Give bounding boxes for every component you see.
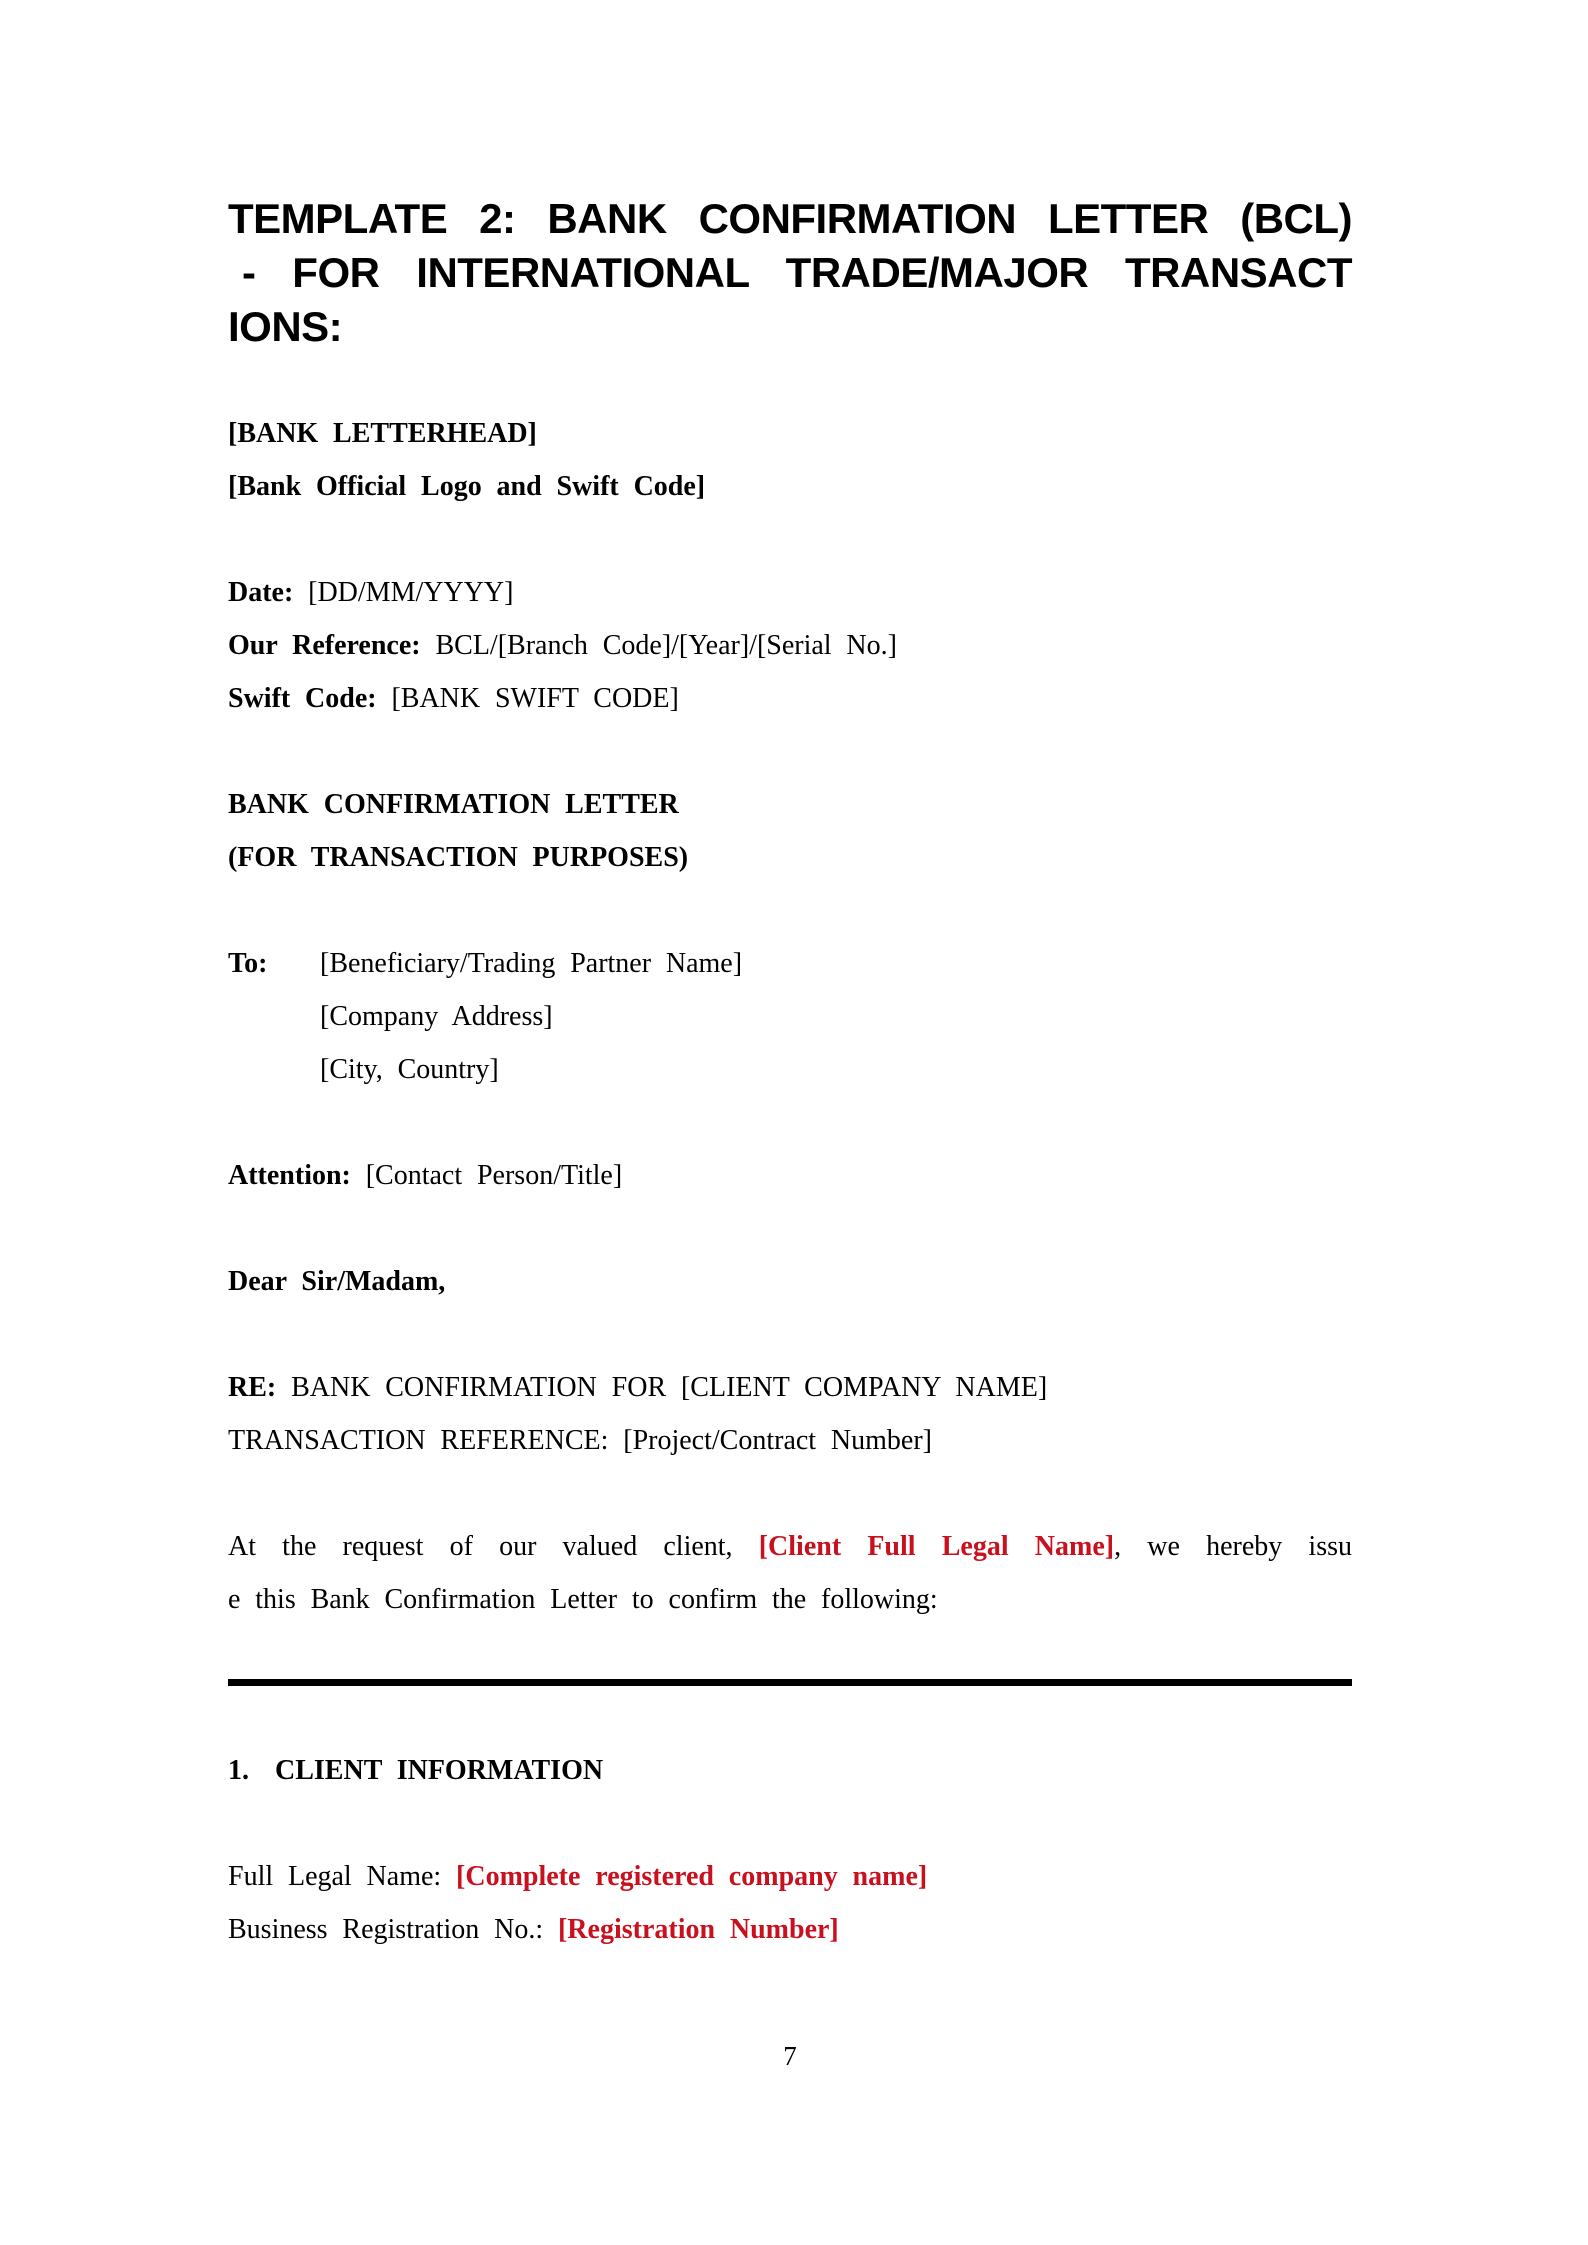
text-line	[228, 619, 1352, 672]
text-line	[228, 672, 1352, 725]
label-bold: CLIENT INFORMATION	[275, 1755, 604, 1786]
text-line	[228, 1255, 1352, 1308]
recipient-address-line: [Beneficiary/Trading Partner Name]	[320, 948, 743, 979]
text-line	[228, 1744, 1352, 1797]
section-1-heading	[228, 1744, 1352, 1797]
text-segment: At the request of our valued client,	[228, 1531, 759, 1562]
reference-block	[228, 566, 1352, 725]
label-bold: Our Reference:	[228, 630, 421, 661]
text-line	[228, 407, 1352, 460]
letterhead-block	[228, 407, 1352, 513]
page-number: 7	[783, 2041, 797, 2071]
client-info-block	[228, 1850, 1352, 1956]
intro-paragraph	[228, 1520, 1352, 1626]
text-line	[228, 1573, 1352, 1626]
text-line	[228, 778, 1352, 831]
recipient-address-line: [City, Country]	[320, 1054, 499, 1085]
text-line	[228, 460, 1352, 513]
recipient-block	[228, 937, 1352, 1096]
text-line	[228, 1520, 1352, 1573]
to-label: To:	[228, 948, 268, 979]
text-line	[228, 1850, 1352, 1903]
subject-block	[228, 1361, 1352, 1467]
text-segment: [DD/MM/YYYY]	[293, 577, 514, 608]
text-line	[228, 1361, 1352, 1414]
text-line	[228, 1149, 1352, 1202]
title-line: IONS:	[228, 303, 343, 350]
label-bold: [Bank Official Logo and Swift Code]	[228, 471, 706, 502]
text-segment: [BANK SWIFT CODE]	[376, 683, 679, 714]
title-line: - FOR INTERNATIONAL TRADE/MAJOR TRANSACT	[242, 249, 1352, 296]
text-segment: BANK CONFIRMATION FOR [CLIENT COMPANY NAME]	[276, 1372, 1048, 1403]
attention-block	[228, 1149, 1352, 1202]
label-bold: BANK CONFIRMATION LETTER	[228, 789, 679, 820]
label-bold: (FOR TRANSACTION PURPOSES)	[228, 842, 689, 873]
placeholder-value-red: [Complete registered company name]	[456, 1861, 928, 1892]
text-segment: Business Registration No.:	[228, 1914, 558, 1945]
text-line	[228, 566, 1352, 619]
label-bold: Attention:	[228, 1160, 351, 1191]
letter-title-block	[228, 778, 1352, 884]
placeholder-value-red: [Registration Number]	[557, 1914, 839, 1945]
placeholder-value-red: [Client Full Legal Name]	[758, 1531, 1115, 1562]
text-line	[228, 1414, 1352, 1467]
label-bold: Date:	[228, 577, 294, 608]
salutation-block	[228, 1255, 1352, 1308]
text-segment: BCL/[Branch Code]/[Year]/[Serial No.]	[420, 630, 897, 661]
text-segment: e this Bank Confirmation Letter to confirm the following:	[228, 1584, 938, 1615]
section-divider	[228, 1679, 1352, 1686]
text-line	[228, 1903, 1352, 1956]
label-bold: Swift Code:	[228, 683, 377, 714]
text-segment: , we hereby issu	[1114, 1531, 1353, 1562]
document-content	[228, 192, 1352, 2083]
label-bold: RE:	[228, 1372, 277, 1403]
document-body	[228, 407, 1352, 1956]
recipient-address	[320, 937, 1352, 1096]
label-bold: [BANK LETTERHEAD]	[228, 418, 537, 449]
text-segment: Full Legal Name:	[228, 1861, 457, 1892]
text-segment: [Contact Person/Title]	[350, 1160, 623, 1191]
recipient-row	[228, 937, 1352, 1096]
text-line	[228, 831, 1352, 884]
title-line: TEMPLATE 2: BANK CONFIRMATION LETTER (BCL)	[228, 195, 1352, 242]
text-segment: TRANSACTION REFERENCE: [Project/Contract Number]	[228, 1425, 932, 1456]
recipient-address-line: [Company Address]	[320, 1001, 553, 1032]
document-title	[228, 192, 1352, 354]
label-bold: 1.	[228, 1755, 249, 1786]
label-bold: Dear Sir/Madam,	[228, 1266, 446, 1297]
